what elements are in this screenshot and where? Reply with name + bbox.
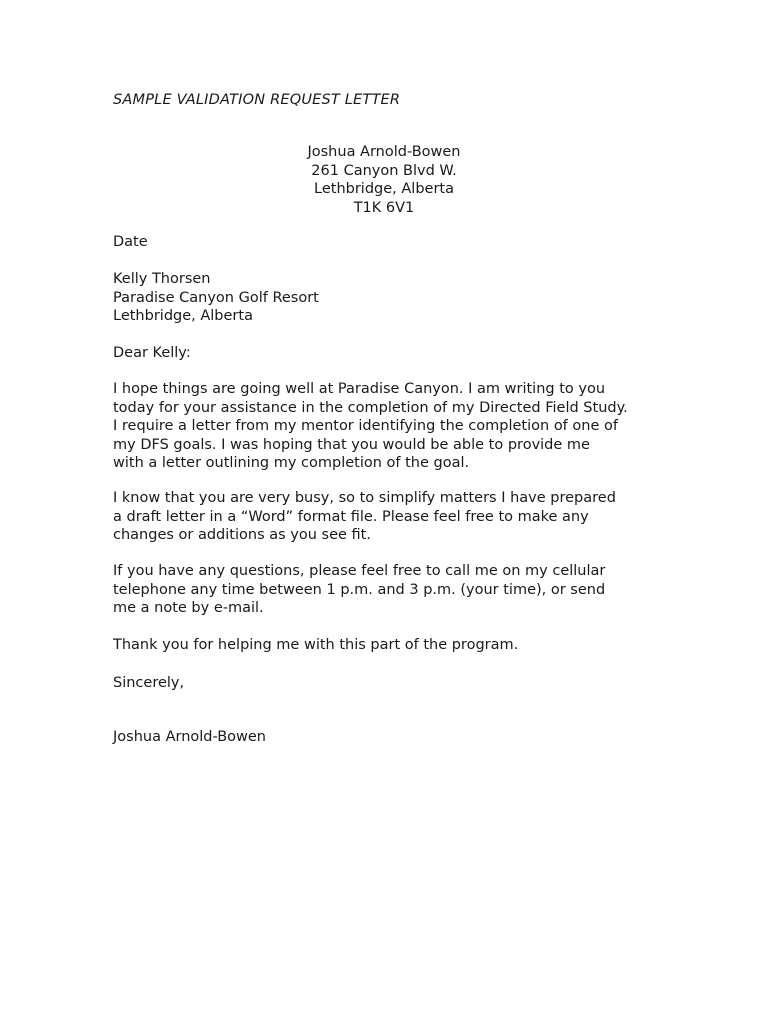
paragraph-line: today for your assistance in the completion of my Directed Field Study. [113, 399, 628, 416]
signature-name: Joshua Arnold-Bowen [113, 729, 267, 745]
sender-city: Lethbridge, Alberta [314, 181, 454, 197]
salutation: Dear Kelly: [113, 345, 191, 361]
paragraph-line: Thank you for helping me with this part of the program. [113, 637, 519, 653]
paragraph-line: I require a letter from my mentor identifying the completion of one of [113, 418, 618, 434]
sender-postal-code: T1K 6V1 [353, 199, 415, 216]
sender-street: 261 Canyon Blvd W. [311, 162, 457, 179]
paragraph-thanks [113, 636, 673, 655]
paragraph-line: with a letter outlining my completion of the goal. [113, 455, 470, 471]
recipient-city: Lethbridge, Alberta [113, 308, 253, 324]
paragraph-line: telephone any time between 1 p.m. and 3 p.m. (your time), or send [113, 581, 606, 598]
date-line: Date [113, 234, 148, 250]
sender-name: Joshua Arnold-Bowen [307, 144, 461, 160]
document-title: SAMPLE VALIDATION REQUEST LETTER [113, 92, 401, 108]
paragraph-line: a draft letter in a “Word” format file. Please feel free to make any [113, 508, 589, 525]
closing: Sincerely, [113, 675, 185, 691]
paragraph-intro [113, 380, 673, 473]
paragraph-line: my DFS goals. I was hoping that you would be able to provide me [113, 436, 590, 453]
paragraph-line: If you have any questions, please feel free to call me on my cellular [113, 563, 606, 579]
recipient-name: Kelly Thorsen [113, 271, 211, 287]
recipient-organization: Paradise Canyon Golf Resort [113, 289, 319, 306]
sender-address-block [234, 143, 534, 217]
paragraph-line: I know that you are very busy, so to simplify matters I have prepared [113, 490, 616, 506]
paragraph-draft-letter [113, 489, 673, 545]
paragraph-line: I hope things are going well at Paradise Canyon. I am writing to you [113, 381, 606, 397]
paragraph-line: me a note by e-mail. [113, 600, 264, 616]
recipient-address-block [113, 270, 673, 326]
paragraph-contact [113, 562, 673, 618]
paragraph-line: changes or additions as you see fit. [113, 527, 371, 543]
